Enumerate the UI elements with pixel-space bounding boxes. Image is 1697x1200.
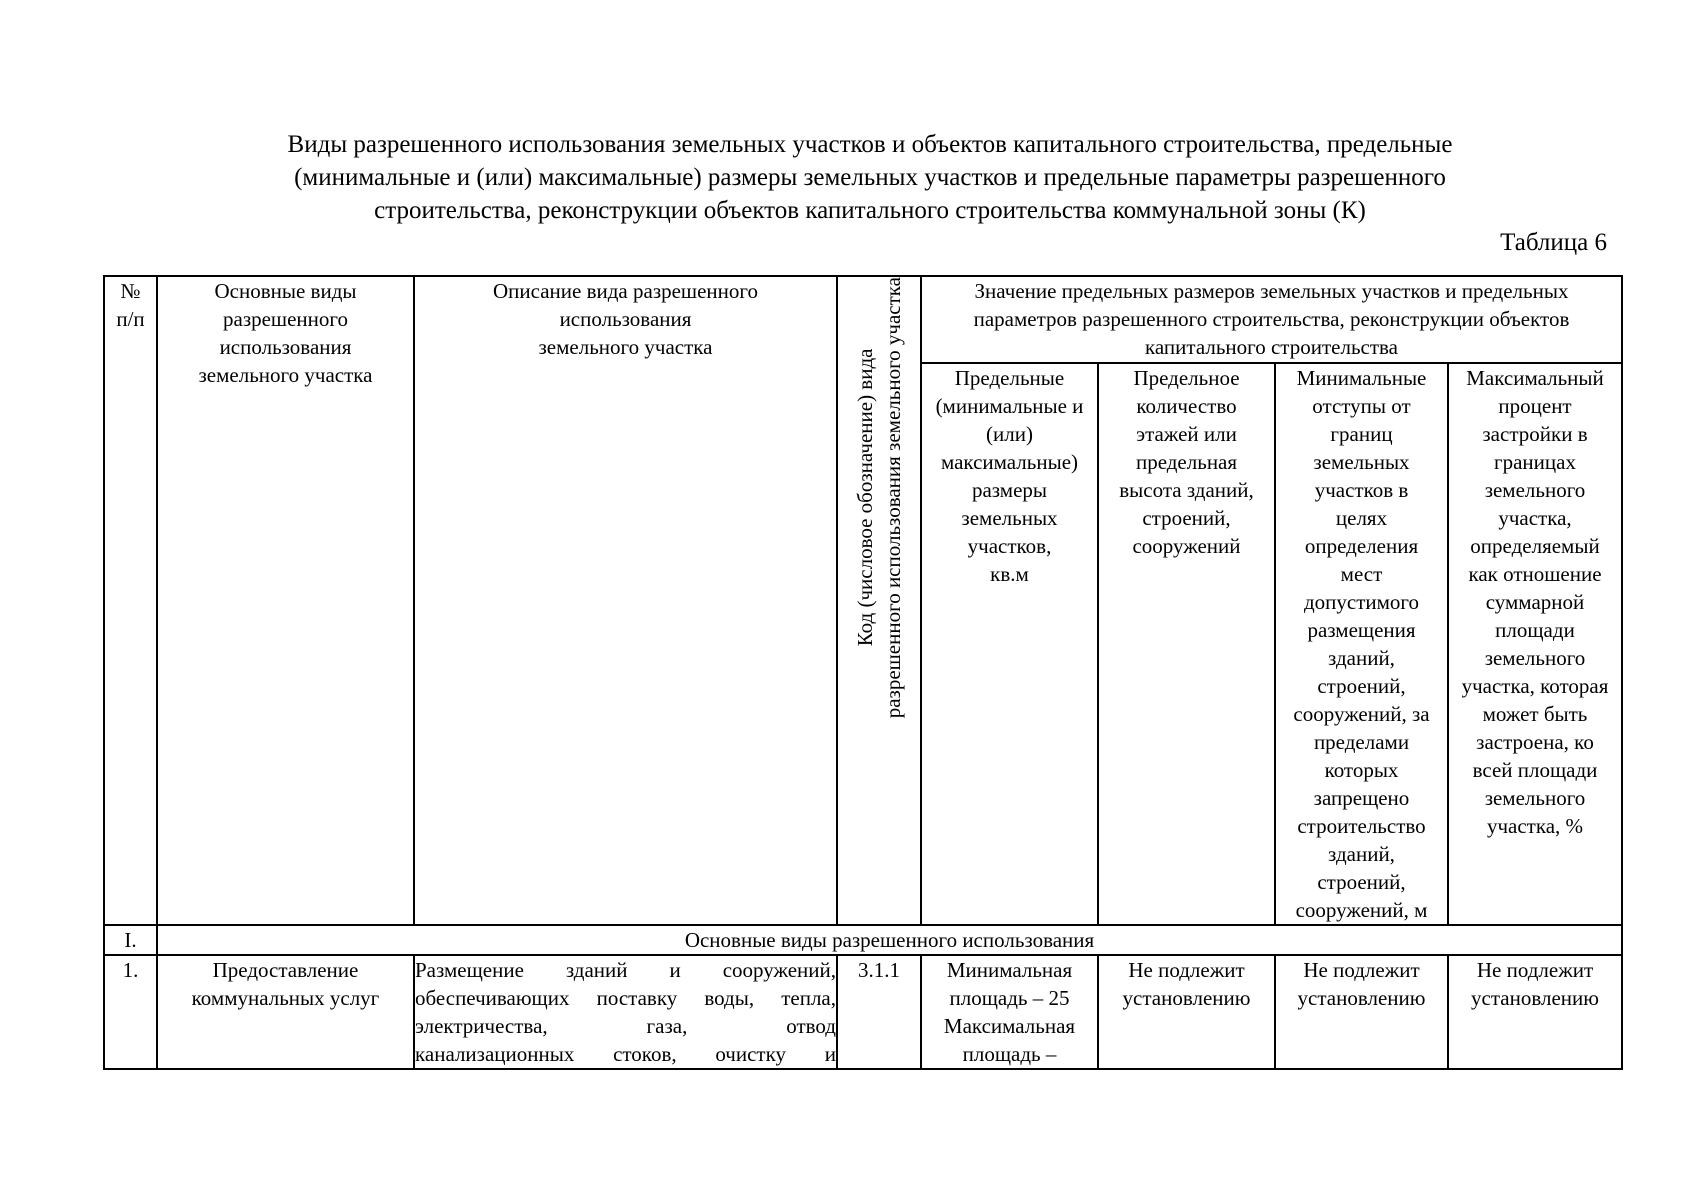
zoning-table <box>103 275 1623 1070</box>
header-description: Описание вида разрешенного использования земельного участка <box>414 276 837 925</box>
document-title <box>140 128 1600 227</box>
row-setbacks: Не подлежит установлению <box>1275 955 1448 1069</box>
title-line: Виды разрешенного использования земельных участков и объектов капитального строительства, предельные <box>287 131 1453 158</box>
row-code: 3.1.1 <box>837 955 921 1069</box>
row-percent: Не подлежит установлению <box>1448 955 1622 1069</box>
title-line: (минимальные и (или) максимальные) размеры земельных участков и предельные параметры разрешенного <box>294 164 1446 191</box>
row-num: 1. <box>104 955 157 1069</box>
title-line: строительства, реконструкции объектов капитального строительства коммунальной зоны (К) <box>374 197 1366 224</box>
header-col-sizes: Предельные (минимальные и (или) максимальные) размеры земельных участков, кв.м <box>921 363 1098 925</box>
header-col-percent: Максимальный процент застройки в границах земельного участка, определяемый как отношение суммарной площади земельного участка, которая может быть застроена, ко всей площади земельного участка, % <box>1448 363 1622 925</box>
header-col-floors: Предельное количество этажей или предельная высота зданий, строений, сооружений <box>1098 363 1275 925</box>
header-code: Код (числовое обозначение) вида разрешенного использования земельного участка <box>837 276 921 925</box>
section-row <box>104 925 1622 955</box>
table-number: Таблица 6 <box>1500 229 1607 256</box>
table-row <box>104 955 1622 1069</box>
header-num: № п/п <box>104 276 157 925</box>
row-description: Размещение зданий и сооружений, обеспечивающих поставку воды, тепла, электричества, газа, отвод канализационных стоков, очистку и <box>414 955 837 1069</box>
header-main-types: Основные виды разрешенного использования земельного участка <box>157 276 414 925</box>
header-col-setbacks: Минимальные отступы от границ земельных участков в целях определения мест допустимого размещения зданий, строений, сооружений, за пределами которых запрещено строительство зданий, строений, сооружений, м <box>1275 363 1448 925</box>
row-type: Предоставление коммунальных услуг <box>157 955 414 1069</box>
header-row-1 <box>104 276 1622 363</box>
header-limits-group: Значение предельных размеров земельных участков и предельных параметров разрешенного строительства, реконструкции объектов капитального строительства <box>921 276 1622 363</box>
section-num: I. <box>104 925 157 955</box>
row-sizes: Минимальная площадь – 25 Максимальная площадь – <box>921 955 1098 1069</box>
section-label: Основные виды разрешенного использования <box>157 925 1622 955</box>
row-floors: Не подлежит установлению <box>1098 955 1275 1069</box>
